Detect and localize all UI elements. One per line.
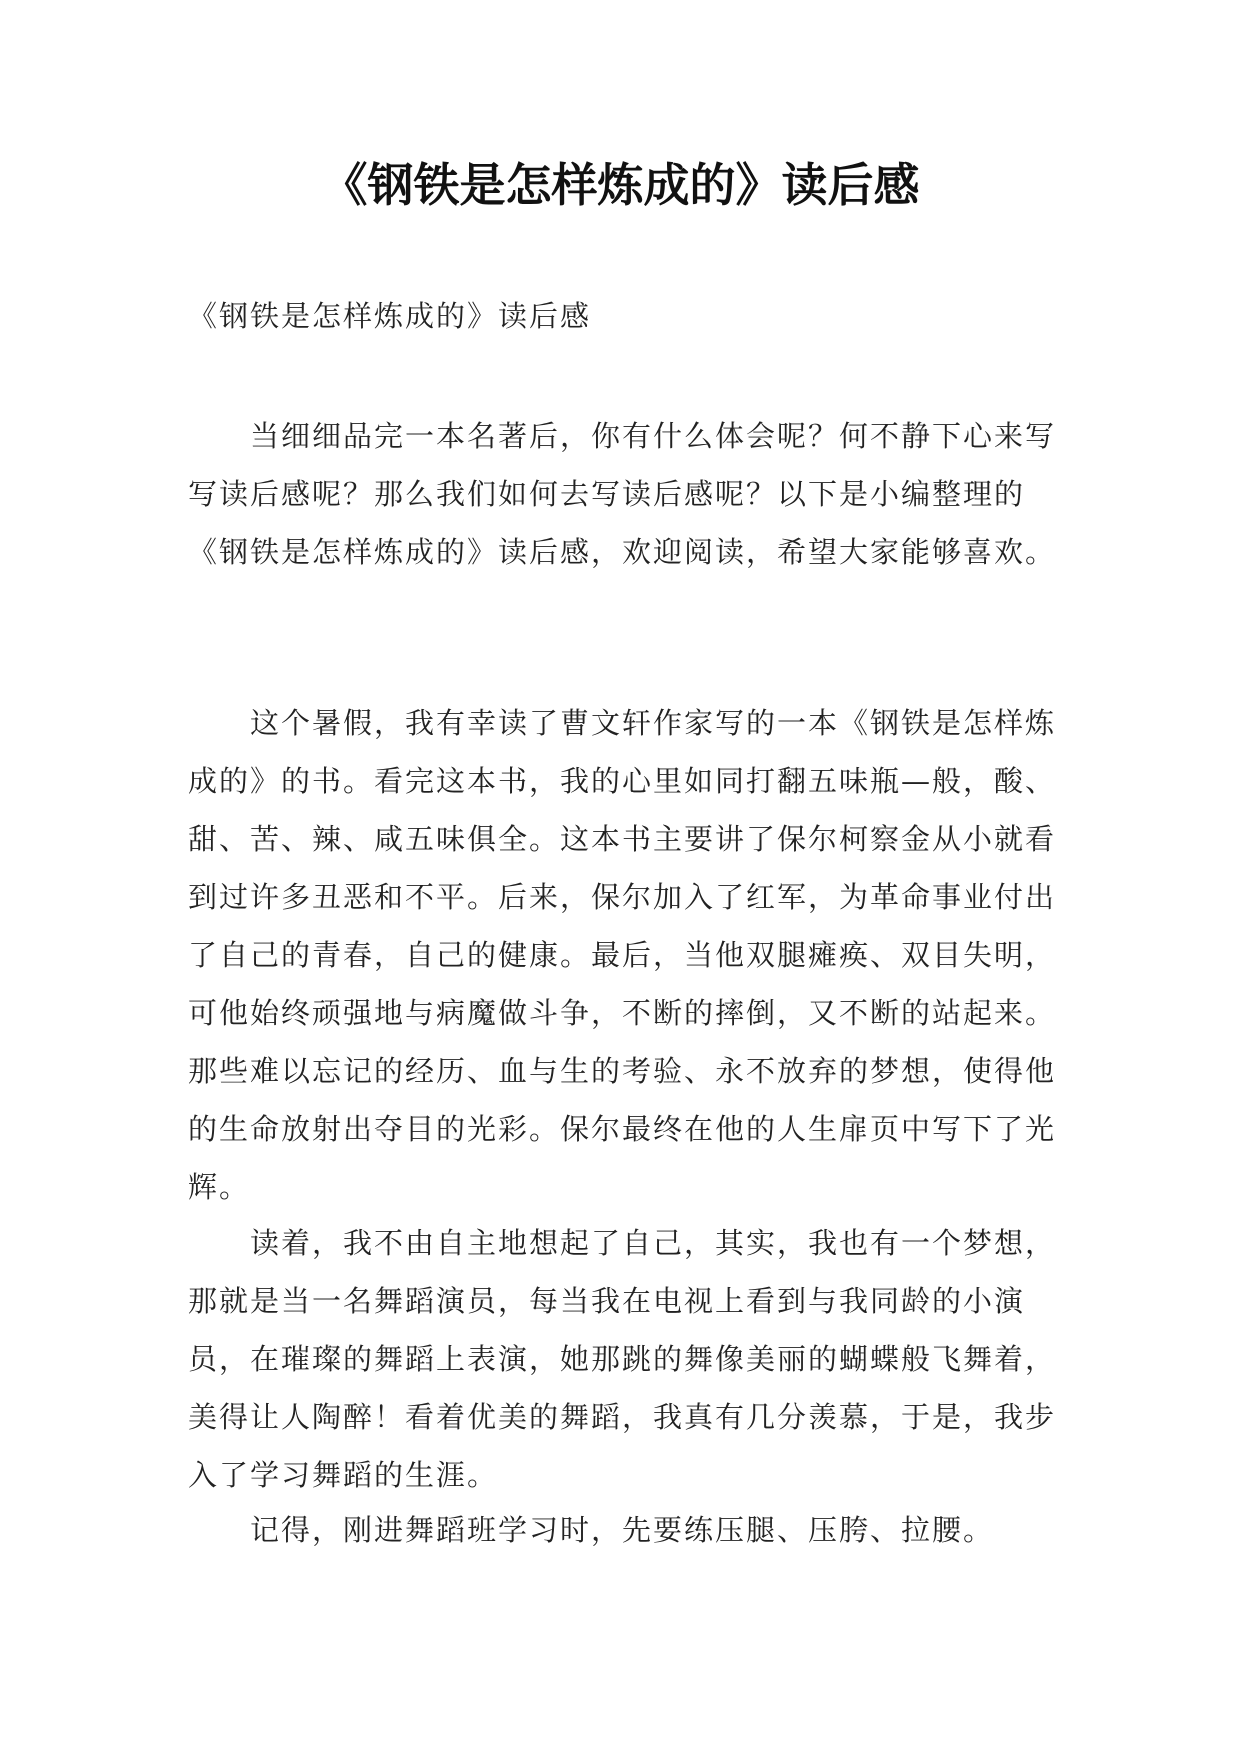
paragraph-reflection: 读着，我不由自主地想起了自己，其实，我也有一个梦想，那就是当一名舞蹈演员，每当我在电视上看到与我同龄的小演员，在璀璨的舞蹈上表演，她那跳的舞像美丽的蝴蝶般飞舞着，美得让人陶醉！看着优美的舞蹈，我真有几分羡慕，于是，我步入了学习舞蹈的生涯。 (188, 1226, 1057, 1492)
document-subtitle: 《钢铁是怎样炼成的》读后感 (188, 299, 592, 333)
document-title: 《钢铁是怎样炼成的》读后感 (321, 158, 920, 212)
paragraph-memory: 记得，刚进舞蹈班学习时，先要练压腿、压胯、拉腰。 (250, 1513, 995, 1547)
paragraph-intro: 当细细品完一本名著后，你有什么体会呢？何不静下心来写写读后感呢？那么我们如何去写读后感呢？以下是小编整理的《钢铁是怎样炼成的》读后感，欢迎阅读，希望大家能够喜欢。 (188, 419, 1057, 569)
paragraph-summary: 这个暑假，我有幸读了曹文轩作家写的一本《钢铁是怎样炼成的》的书。看完这本书，我的心里如同打翻五味瓶—般，酸、甜、苦、辣、咸五味俱全。这本书主要讲了保尔柯察金从小就看到过许多丑恶和不平。后来，保尔加入了红军，为革命事业付出了自己的青春，自己的健康。最后，当他双腿瘫痪、双目失明，可他始终顽强地与病魔做斗争，不断的摔倒，又不断的站起来。那些难以忘记的经历、血与生的考验、永不放弃的梦想，使得他的生命放射出夺目的光彩。保尔最终在他的人生扉页中写下了光辉。 (188, 706, 1057, 1204)
